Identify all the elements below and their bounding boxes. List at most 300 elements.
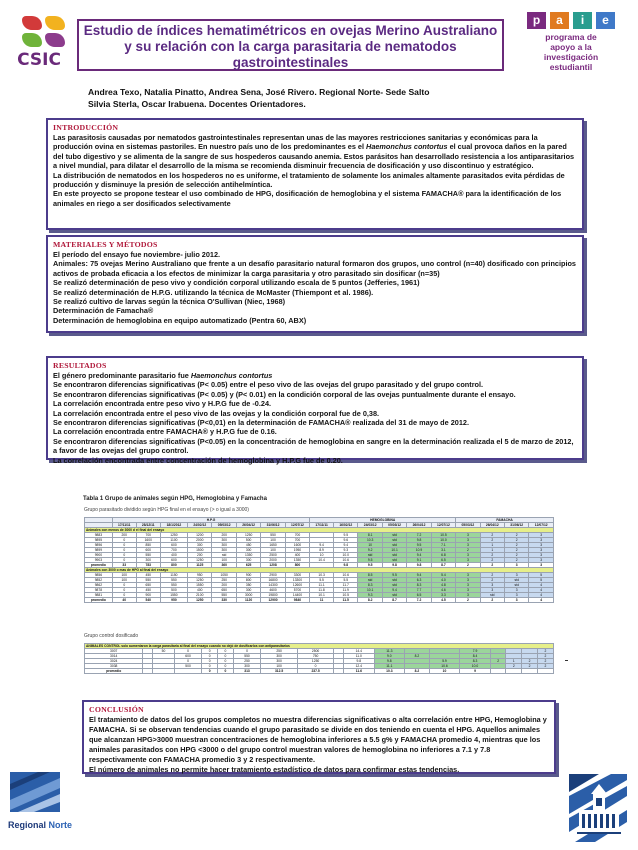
results-line: Se encontraron diferencias significativas (P< 0.05) entre el peso vivo de las ovejas del grupo parasitado y del grupo control.: [53, 380, 484, 390]
table-cell: 550: [212, 593, 236, 598]
table-cell: 3: [529, 538, 554, 543]
table-cell: 9.5: [382, 573, 406, 578]
table-cell: 19800: [261, 593, 285, 598]
intro-text: Las parasitosis causadas por nematodos gastrointestinales representan unas de las mayores restricciones sanitarias y económicas para la producción ovina en sistemas pastoriles. En nuestro país uno de los predominantes es el: [53, 133, 538, 152]
methods-line: Determinación de Famacha®: [53, 306, 154, 316]
table-cell: [174, 669, 202, 674]
table-cell: 4600: [261, 588, 285, 593]
species-name: Haemonchus contortus: [366, 142, 448, 152]
paie-line: programa de: [545, 32, 597, 42]
table-cell: 0: [202, 659, 218, 664]
table-cell: 2: [480, 578, 504, 583]
table-cell: 10.6: [429, 664, 460, 669]
table-cell: 1600: [285, 543, 309, 548]
table-cell: 26/04/12: [236, 523, 260, 528]
table-cell: 200: [212, 533, 236, 538]
table-cell: 500: [174, 664, 202, 669]
table-cell: 2: [537, 654, 553, 659]
table-cell: 12600: [285, 583, 309, 588]
table-cell: 28/12/11: [136, 523, 160, 528]
table-cell: 2: [522, 664, 538, 669]
table-cell: 700: [160, 548, 187, 553]
table-cell: promedio: [85, 563, 113, 568]
table-cell: 9.8: [382, 563, 406, 568]
table-cell: 5.5: [310, 578, 334, 583]
methods-section: [46, 235, 584, 333]
table-cell: 2500: [297, 649, 334, 654]
table-cell: 5700: [285, 588, 309, 593]
table-cell: 3000: [236, 593, 260, 598]
table-cell: 312.5: [261, 669, 298, 674]
table-cell: 550: [160, 583, 187, 588]
table-cell: 13300: [285, 578, 309, 583]
table-cell: 0: [218, 669, 234, 674]
table-cell: 1600: [136, 538, 160, 543]
table-cell: 2: [480, 558, 504, 563]
paie-letters: [516, 12, 626, 29]
table-cell: 3: [505, 588, 529, 593]
table-cell: 700: [136, 533, 160, 538]
table-cell: 10.6: [334, 558, 358, 563]
table-cell: 0: [112, 548, 136, 553]
table-cell: 550: [136, 578, 160, 583]
regional-norte-logo: [8, 770, 73, 846]
paie-line: estudiantil: [549, 62, 593, 72]
table-cell: 11.1: [374, 664, 405, 669]
table-cell: 5: [529, 573, 554, 578]
table-cell: 650: [212, 588, 236, 593]
table-cell: 550: [261, 533, 285, 538]
table-cell: std: [358, 553, 382, 558]
table-cell: 4.5: [431, 598, 455, 603]
table-cell: 3: [529, 553, 554, 558]
table-cell: 16800: [261, 578, 285, 583]
table-cell: 3038: [85, 664, 143, 669]
methods-line: Determinación de hemoglobina en equipo automatizado (Pentra 60, ABX): [53, 315, 307, 325]
table-cell: 17/11/11: [112, 523, 136, 528]
table-cell: 10.0: [334, 553, 358, 558]
table-cell: 9899: [85, 548, 113, 553]
table-cell: 3: [529, 558, 554, 563]
table-average-row: [85, 669, 554, 674]
table-cell: 800: [236, 578, 260, 583]
table-cell: std: [382, 533, 406, 538]
intro-paragraph: [53, 133, 576, 171]
results-section: [46, 356, 584, 465]
table-cell: 16/02/12: [334, 523, 358, 528]
table-cell: 10.9: [407, 548, 431, 553]
table-cell: 300: [136, 558, 160, 563]
paie-letter: a: [550, 12, 569, 29]
csic-logo-text: CSIC: [17, 50, 61, 70]
table-cell: 625: [236, 563, 260, 568]
table-cell: 11.3: [374, 649, 405, 654]
table-cell: 5.5: [334, 578, 358, 583]
table-cell: 250: [261, 649, 298, 654]
table-cell: std: [382, 553, 406, 558]
table-cell: 10.3: [358, 538, 382, 543]
table-cell: promedio: [85, 669, 143, 674]
table-cell: 100: [212, 558, 236, 563]
table-cell: 1550: [188, 583, 212, 588]
table-cell: 10.6: [334, 573, 358, 578]
table-cell: 800: [160, 563, 187, 568]
table-cell: 12/07/12: [529, 523, 554, 528]
table-cell: 9.4: [407, 553, 431, 558]
table-cell: std: [358, 578, 382, 583]
table-cell: 3: [529, 548, 554, 553]
table-caption: Tabla 1 Grupo de animales según HPG, Hemoglobina y Famacha: [83, 496, 267, 502]
table-cell: 300: [212, 548, 236, 553]
table-cell: 650: [136, 583, 160, 588]
table-cell: 750: [297, 654, 334, 659]
table-cell: 100: [261, 538, 285, 543]
methods-line: Se realizó determinación de H.P.G. utilizando la técnica de McMaster (Thiempont et al. 1986).: [53, 287, 374, 297]
table-cell: 100: [261, 664, 298, 669]
table-cell: 2: [456, 598, 480, 603]
table-cell: 1120: [236, 598, 260, 603]
table-cell: 600: [136, 548, 160, 553]
table-cell: 2: [456, 548, 480, 553]
table-cell: 9.4: [334, 543, 358, 548]
table-cell: 330: [212, 598, 236, 603]
paie-line: apoyo a la: [550, 42, 592, 52]
results-line: Se encontraron diferencias significativas (P<0.05) en la concentración de hemoglobina en sangre en la determinación realizada el 5 de marzo de 2012, a favor de las ovejas del grupo control.: [53, 436, 574, 456]
table-cell: 1: [480, 548, 504, 553]
table-cell: 3: [456, 578, 480, 583]
table-cell: 1250: [188, 598, 212, 603]
table-cell: 11.7: [334, 583, 358, 588]
table-cell: 3: [529, 533, 554, 538]
table-cell: 3: [456, 538, 480, 543]
table-cell: 8.2: [405, 669, 430, 674]
table-cell: 550: [136, 553, 160, 558]
table-group-header: FAMACHA: [456, 518, 554, 523]
table-cell: 9.4: [382, 588, 406, 593]
table-cell: 783: [136, 563, 160, 568]
table-cell: 237.5: [297, 669, 334, 674]
table-cell: 2: [505, 558, 529, 563]
table-cell: 2: [505, 538, 529, 543]
poster-title: Estudio de índices hematimétricos en ovejas Merino Australiano y su relación con la carga parasitaria de nematodos gastrointestinales: [83, 23, 498, 70]
table-cell: 2: [480, 533, 504, 538]
table-cell: std: [505, 578, 529, 583]
csic-logo-green-square: [22, 33, 42, 47]
table-cell: 2100: [188, 593, 212, 598]
table-cell: 6.5: [407, 593, 431, 598]
table-cell: 0: [297, 664, 334, 669]
table-cell: 8.2: [358, 598, 382, 603]
table-cell: std: [480, 593, 504, 598]
table-cell: 26/04/12: [407, 523, 431, 528]
table-cell: 11.9: [334, 588, 358, 593]
table-cell: std: [382, 538, 406, 543]
table-cell: 2: [537, 664, 553, 669]
table-cell: 1200: [188, 533, 212, 538]
table-cell: 5.4: [431, 573, 455, 578]
table-cell: 2: [505, 548, 529, 553]
udelar-seal: [565, 770, 631, 846]
table-cell: 3007: [85, 649, 143, 654]
table-cell: 10.0: [431, 538, 455, 543]
results-text: El género predominante parasitario fue: [53, 371, 191, 380]
regional-norte-word: Norte: [48, 820, 73, 830]
table-band-label: Animales con 3000 o mas de HPG al final del ensayo: [85, 568, 554, 573]
table-cell: 300: [233, 664, 261, 669]
paie-letter: e: [596, 12, 615, 29]
table-cell: 05/03/12: [382, 523, 406, 528]
authors-line: Andrea Texo, Natalia Pinatto, Andrea Sena, José Rivero. Regional Norte- Sede Salto: [88, 87, 430, 97]
table-cell: 450: [136, 588, 160, 593]
table-cell: 9.8: [374, 659, 405, 664]
table-cell: 0: [112, 558, 136, 563]
table-cell: 6.8: [431, 553, 455, 558]
table-cell: 400: [160, 553, 187, 558]
table-cell: 360: [212, 563, 236, 568]
csic-logo-yellow-square: [45, 16, 65, 30]
csic-logo-red-square: [22, 16, 42, 30]
methods-line: El período del ensayo fue noviembre- julio 2012.: [53, 250, 221, 259]
table-cell: 26/04/12: [480, 523, 504, 528]
table-cell: 18/1/2012: [160, 523, 187, 528]
table-cell: 10.1: [382, 548, 406, 553]
table-cell: 9903: [85, 558, 113, 563]
table-cell: 2000: [188, 538, 212, 543]
table-cell: 1100: [160, 538, 187, 543]
table-cell: 2: [480, 598, 504, 603]
table-cell: 11.0: [344, 654, 375, 659]
table-cell: 9.1: [407, 558, 431, 563]
table-cell: 8.7: [431, 563, 455, 568]
table-cell: 50: [153, 649, 175, 654]
table-cell: 0: [218, 649, 234, 654]
results-line: Se encontraron diferencias significativas (P<0,01) en la determinación de FAMACHA® realizada del 31 de mayo de 2012.: [53, 418, 469, 428]
table-cell: 8.7: [382, 598, 406, 603]
table-cell: 9862: [85, 583, 113, 588]
table-cell: 300: [212, 543, 236, 548]
authors: [88, 86, 558, 110]
table-cell: 1950: [285, 548, 309, 553]
table-cell: 12900: [261, 598, 285, 603]
table-cell: 4: [529, 583, 554, 588]
table-cell: 14300: [261, 583, 285, 588]
table-cell: 8.5: [358, 573, 382, 578]
paie-line: investigación: [543, 52, 599, 62]
table-cell: 1250: [188, 578, 212, 583]
table-cell: 1250: [160, 533, 187, 538]
table-cell: 9.8: [334, 563, 358, 568]
table-cell: [334, 669, 344, 674]
table-cell: 0: [202, 654, 218, 659]
table-cell: 200: [112, 533, 136, 538]
table-cell: 3: [480, 583, 504, 588]
table-cell: 4.8: [431, 583, 455, 588]
table-cell: 100: [112, 573, 136, 578]
table-cell: 24/02/12: [188, 523, 212, 528]
paie-logo: [516, 12, 626, 84]
methods-line: Se realizó cultivo de larvas según la técnica O'Sullivan (Niec, 1968): [53, 297, 286, 307]
table-cell: [506, 669, 522, 674]
university-building-seal-icon: [565, 770, 631, 846]
table-cell: 9.4: [310, 543, 334, 548]
intro-section: [46, 118, 584, 230]
table-cell: 10.1: [310, 593, 334, 598]
table-cell: 11.5: [334, 598, 358, 603]
methods-line: Se realizó determinación de peso vivo y condición corporal utilizando escala de 5 puntos (Jefferies, 1961): [53, 278, 420, 288]
table-cell: 3: [456, 588, 480, 593]
results-line: La correlación encontrada entre peso vivo y H.P.G fue de -0.24.: [53, 399, 272, 409]
table-cell: 3024: [85, 659, 143, 664]
table-cell: 31/06/12: [261, 523, 285, 528]
table-cell: 1350: [236, 553, 260, 558]
table-cell: std: [382, 583, 406, 588]
table-cell: 11.6: [344, 669, 375, 674]
table-cell: 14.4: [344, 649, 375, 654]
table-cell: 7.1: [431, 543, 455, 548]
table-cell: 3: [456, 593, 480, 598]
table-cell: 5.9: [429, 659, 460, 664]
table-cell: 9840: [285, 598, 309, 603]
table-cell: 2: [505, 543, 529, 548]
regional-norte-mark-icon: [8, 770, 68, 816]
table-cell: 9.5: [358, 558, 382, 563]
table-cell: 0: [218, 654, 234, 659]
table-cell: 550: [233, 654, 261, 659]
table-cell: 900: [136, 593, 160, 598]
table-cell: 600: [160, 558, 187, 563]
results-line: Se encontraron diferencias significativas (P< 0.05) y (P< 0.01) en la condición corporal de las ovejas puntualmente durante el ensayo.: [53, 389, 516, 399]
table-cell: 10.1: [358, 588, 382, 593]
table-cell: 3014: [85, 654, 143, 659]
results-line: La correlación encontrada entre FAMACHA® y H.P.G fue de 0.16.: [53, 427, 277, 437]
table-cell: 12/07/12: [285, 523, 309, 528]
csic-logo: [8, 16, 70, 70]
table-cell: 0: [202, 669, 218, 674]
table-cell: 9.3: [358, 593, 382, 598]
table-cell: 0: [174, 659, 202, 664]
table-cell: 9.2: [358, 548, 382, 553]
table-cell: 9896: [85, 543, 113, 548]
table-group-header: H.P.G: [112, 518, 309, 523]
table-cell: 2: [505, 533, 529, 538]
table-cell: 8.4: [460, 654, 491, 659]
table-cell: 2: [480, 573, 504, 578]
table-cell: 2: [480, 553, 504, 558]
table-cell: 3: [529, 543, 554, 548]
table-cell: 300: [261, 659, 298, 664]
conclusion-line: El número de animales no permite hacer tratamiento estadístico de datos para confirmar estas tendencias.: [89, 765, 460, 774]
data-table-control: [84, 643, 554, 674]
table-cell: 2: [537, 659, 553, 664]
paie-letter: p: [527, 12, 546, 29]
table-cell: 5: [529, 578, 554, 583]
table-subtitle: Grupo control dosificado: [84, 633, 139, 639]
table-cell: 3: [456, 558, 480, 563]
table-cell: 1125: [188, 563, 212, 568]
table-cell: 550: [160, 578, 187, 583]
table-cell: 300: [188, 543, 212, 548]
methods-line: Animales: 75 ovejas Merino Australiano que frente a un desafío parasitario natural formaron dos grupos, uno control (n=40) dosificado con principios activos de probada eficacia a los efectos de minimizar la carga parasitaria y otro parasitado sin dosificar (n=35): [53, 259, 576, 278]
table-cell: 6.5: [431, 558, 455, 563]
table-cell: 10: [310, 553, 334, 558]
csic-logo-mark: [22, 16, 70, 47]
table-band-label: ANIMALES CONTROL solo aumentaron la carga parasitaria al final del ensayo cuando no dejó de dosificarlos con antiparasitarios: [85, 644, 554, 649]
table-cell: 3: [456, 533, 480, 538]
table-cell: 9900: [85, 553, 113, 558]
table-cell: 9.0: [374, 654, 405, 659]
table-average-row: [85, 598, 554, 603]
table-cell: 3: [480, 588, 504, 593]
table-cell: std: [382, 593, 406, 598]
table-cell: 10.0: [460, 664, 491, 669]
table-cell: 0: [112, 553, 136, 558]
table-cell: 2: [456, 563, 480, 568]
table-cell: 9895: [85, 538, 113, 543]
decorative-dot: [565, 660, 568, 661]
table-cell: 850: [136, 543, 160, 548]
table-cell: 12.4: [344, 664, 375, 669]
table-cell: 1050: [212, 573, 236, 578]
table-cell: 400: [188, 588, 212, 593]
table-cell: 3300: [285, 573, 309, 578]
table-cell: 800: [285, 563, 309, 568]
data-table-parasitized: [84, 517, 554, 603]
table-cell: 900: [236, 573, 260, 578]
table-cell: 2: [490, 659, 506, 664]
table-cell: 11: [310, 598, 334, 603]
table-cell: 300: [212, 538, 236, 543]
table-cell: 8.3: [358, 583, 382, 588]
table-subtitle: Grupo parasitado dividido según HPG final en el ensayo (> o igual a 3000): [84, 507, 249, 513]
table-cell: 600: [160, 543, 187, 548]
table-cell: 3: [456, 583, 480, 588]
conclusion-heading: CONCLUSIÓN: [89, 705, 144, 714]
table-cell: 2: [505, 553, 529, 558]
table-cell: 3: [505, 573, 529, 578]
table-cell: 1: [506, 659, 522, 664]
table-cell: 300: [236, 548, 260, 553]
table-cell: 1208: [261, 563, 285, 568]
table-cell: 11.1: [310, 583, 334, 588]
table-cell: 2500: [261, 553, 285, 558]
table-cell: 8.3: [407, 583, 431, 588]
table-cell: std: [382, 543, 406, 548]
table-cell: 250: [212, 578, 236, 583]
table-cell: 950: [160, 598, 187, 603]
table-cell: 9883: [85, 533, 113, 538]
table-cell: 1150: [160, 573, 187, 578]
table-cell: 0: [112, 538, 136, 543]
table-cell: 10.4: [310, 558, 334, 563]
table-cell: 14400: [285, 593, 309, 598]
table-cell: 700: [285, 533, 309, 538]
table-cell: 200: [188, 553, 212, 558]
table-cell: 9881: [85, 593, 113, 598]
table-cell: 10.3: [310, 573, 334, 578]
table-cell: 500: [236, 538, 260, 543]
table-cell: 100: [261, 548, 285, 553]
table-cell: 0: [112, 583, 136, 588]
table-cell: 1550: [160, 593, 187, 598]
table-cell: 3: [456, 573, 480, 578]
table-cell: 0: [218, 664, 234, 669]
table-cell: 1650: [261, 543, 285, 548]
table-cell: 3.1: [431, 548, 455, 553]
table-cell: 2: [506, 664, 522, 669]
table-cell: 1250: [297, 659, 334, 664]
conclusion-section: [82, 700, 556, 774]
table-cell: 9852: [85, 578, 113, 583]
